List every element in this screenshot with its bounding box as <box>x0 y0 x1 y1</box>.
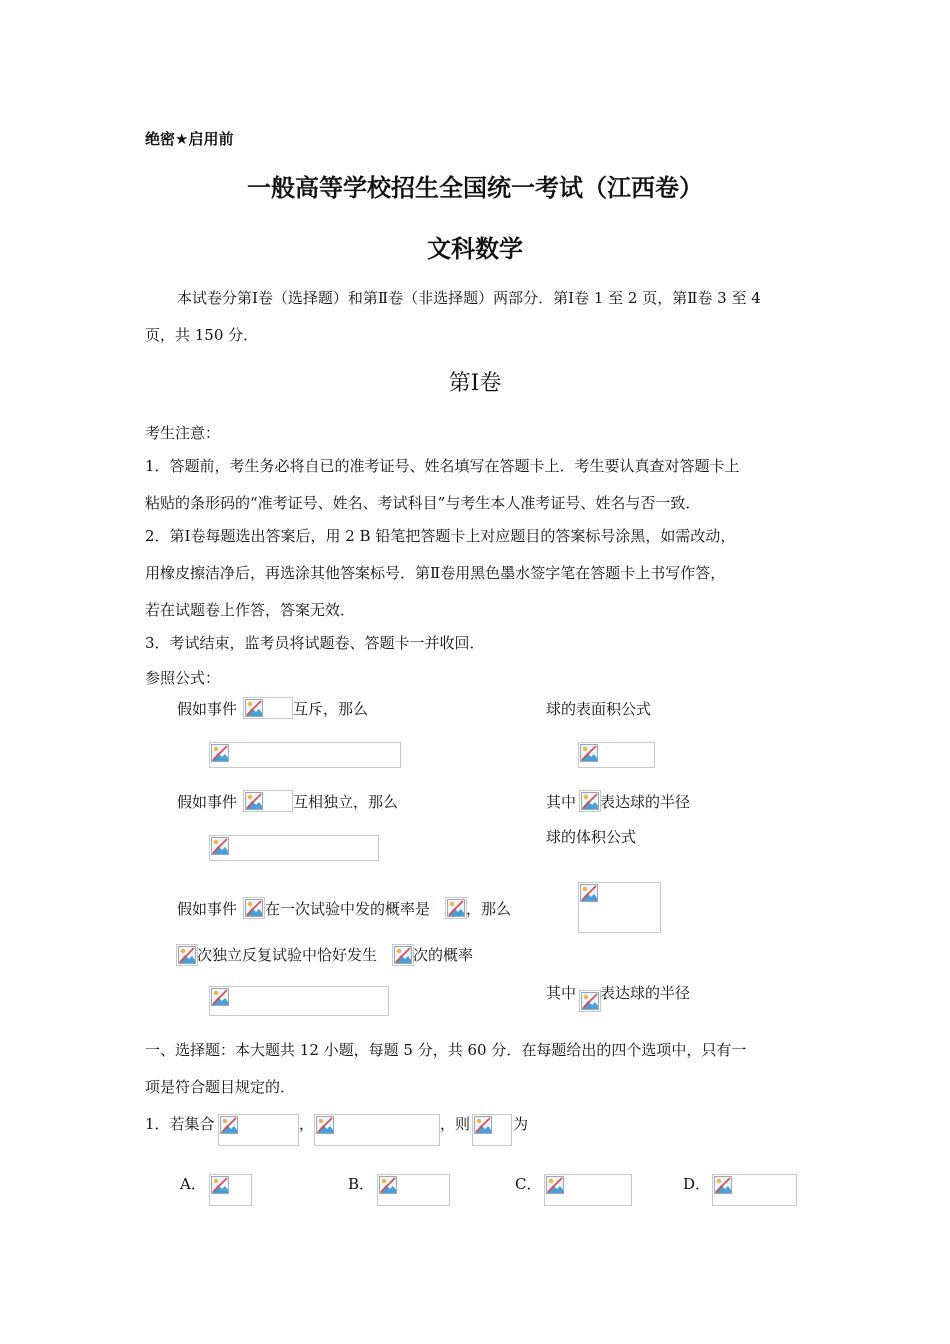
trials-suffix: 次的概率 <box>413 946 474 964</box>
radius2-prefix: 其中 <box>546 984 577 1002</box>
formula-image-multiplication-rule <box>209 835 379 861</box>
broken-image-icon <box>245 792 263 810</box>
broken-image-icon <box>211 744 229 762</box>
secret-label: 绝密★启用前 <box>145 130 234 148</box>
question-1-suffix: 为 <box>513 1115 529 1133</box>
broken-image-icon <box>245 899 263 917</box>
notice-heading: 考生注意： <box>145 424 221 442</box>
broken-image-icon <box>379 1176 397 1194</box>
formula-image-n <box>176 944 198 966</box>
sphere-volume-label: 球的体积公式 <box>546 828 637 846</box>
broken-image-icon <box>394 946 412 964</box>
intro-line-2: 页，共 150 分． <box>145 326 259 344</box>
section-title: 第Ⅰ卷 <box>448 371 502 396</box>
radius-suffix: 表达球的半径 <box>600 793 691 811</box>
broken-image-icon <box>316 1116 334 1134</box>
broken-image-icon <box>580 884 598 902</box>
broken-image-icon <box>211 1176 229 1194</box>
formula-image-set-a <box>218 1114 299 1146</box>
part1-line-1: 一、选择题：本大题共 12 小题，每题 5 分，共 60 分．在每题给出的四个选项中，只有一 <box>145 1041 747 1059</box>
option-d-image <box>712 1174 797 1206</box>
notice-item-1-line-1: 1．答题前，考生务必将自已的准考证号、姓名填写在答题卡上．考生要认真查对答题卡上 <box>145 457 740 475</box>
formulas-heading: 参照公式： <box>145 669 221 687</box>
sphere-area-label: 球的表面积公式 <box>546 700 652 718</box>
formula-image-addition-rule <box>209 742 401 768</box>
formula-image-r-2 <box>579 990 601 1012</box>
broken-image-icon <box>178 946 196 964</box>
broken-image-icon <box>714 1176 732 1194</box>
option-b-image <box>377 1174 450 1206</box>
option-a-label: A． <box>180 1175 206 1193</box>
formula-image-binomial <box>209 986 389 1016</box>
formula-image-events-ab-2 <box>243 790 293 812</box>
formula-image-event-a <box>243 897 265 919</box>
mutual-suffix: 互斥，那么 <box>293 700 369 718</box>
broken-image-icon <box>580 744 598 762</box>
mutual-prefix: 假如事件 <box>177 700 238 718</box>
formula-image-p <box>445 897 467 919</box>
question-1-prefix: 1．若集合 <box>145 1115 215 1133</box>
question-1-comma-2: ，则 <box>440 1115 471 1133</box>
intro-line-1: 本试卷分第Ⅰ卷（选择题）和第Ⅱ卷（非选择题）两部分．第Ⅰ卷 1 至 2 页，第Ⅱ卷 3 至 4 <box>177 289 761 307</box>
broken-image-icon <box>546 1176 564 1194</box>
radius2-suffix: 表达球的半径 <box>600 984 691 1002</box>
radius-prefix: 其中 <box>546 793 577 811</box>
option-a-image <box>209 1174 252 1206</box>
trials-mid: 次独立反复试验中恰好发生 <box>197 946 378 964</box>
broken-image-icon <box>474 1116 492 1134</box>
prob-mid: 在一次试验中发的概率是 <box>265 900 431 918</box>
prob-prefix: 假如事件 <box>177 900 238 918</box>
formula-image-sphere-area <box>578 742 655 768</box>
question-1-comma-1: ， <box>299 1115 315 1133</box>
option-d-label: D． <box>683 1175 711 1193</box>
formula-image-set-expression <box>472 1114 512 1146</box>
notice-item-2-line-2: 用橡皮擦洁净后，再选涂其他答案标号．第Ⅱ卷用黑色墨水签字笔在答题卡上书写作答， <box>145 564 726 582</box>
option-c-image <box>544 1174 632 1206</box>
broken-image-icon <box>220 1116 238 1134</box>
notice-item-2-line-1: 2．第Ⅰ卷每题选出答案后，用 2 B 铅笔把答题卡上对应题目的答案标号涂黑，如需改动， <box>145 527 736 545</box>
notice-item-2-line-3: 若在试题卷上作答，答案无效． <box>145 601 356 619</box>
indep-prefix: 假如事件 <box>177 793 238 811</box>
main-title: 一般高等学校招生全国统一考试（江西卷） <box>247 174 703 202</box>
formula-image-r <box>579 790 601 812</box>
broken-image-icon <box>581 992 599 1010</box>
indep-suffix: 互相独立，那么 <box>293 793 399 811</box>
broken-image-icon <box>581 792 599 810</box>
formula-image-sphere-volume <box>578 882 661 933</box>
notice-item-1-line-2: 粘贴的条形码的“准考证号、姓名、考试科目”与考生本人准考证号、姓名与否一致． <box>145 494 701 512</box>
subtitle: 文科数学 <box>427 235 523 263</box>
notice-item-3: 3．考试结束，监考员将试题卷、答题卡一并收回． <box>145 634 485 652</box>
option-b-label: B． <box>348 1175 375 1193</box>
formula-image-k <box>392 944 414 966</box>
broken-image-icon <box>211 988 229 1006</box>
broken-image-icon <box>211 837 229 855</box>
formula-image-set-b <box>314 1114 440 1146</box>
broken-image-icon <box>245 699 263 717</box>
option-c-label: C． <box>515 1175 542 1193</box>
part1-line-2: 项是符合题目规定的． <box>145 1078 296 1096</box>
broken-image-icon <box>447 899 465 917</box>
formula-image-events-ab <box>243 697 293 719</box>
prob-suffix: ，那么 <box>466 900 512 918</box>
